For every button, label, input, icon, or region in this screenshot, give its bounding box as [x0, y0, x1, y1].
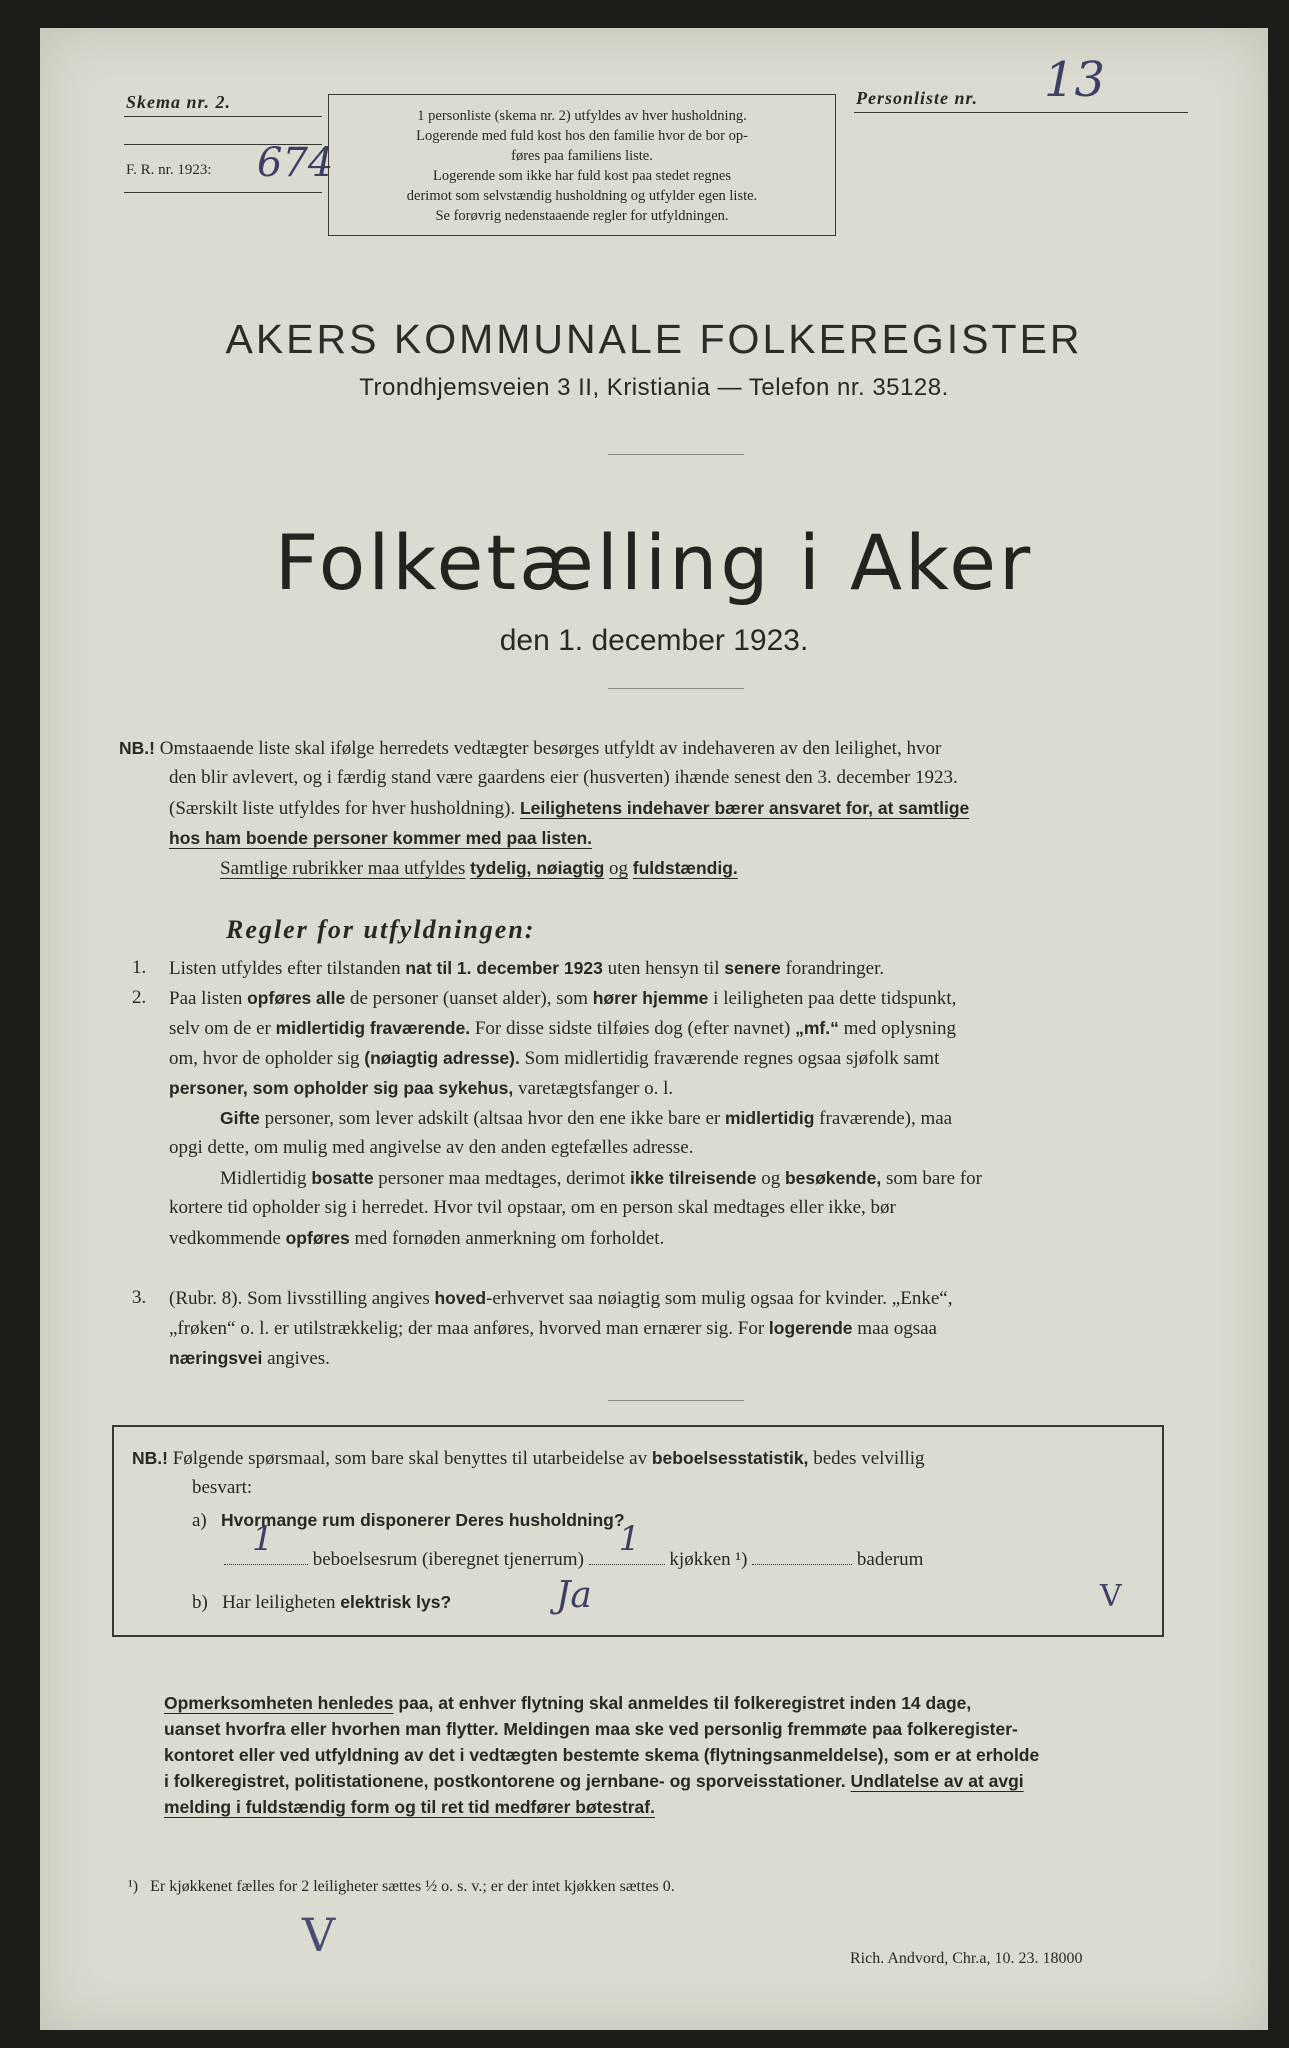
text-span: Omstaaende liste skal ifølge herredets vedtægter besørges utfyldt av indehaveren av den leilighet, hvor — [159, 738, 942, 759]
rule-line — [169, 953, 884, 984]
text-span: personer, som lever adskilt (altsaa hvor den ene ikke bare er — [264, 1108, 721, 1129]
instruction-line: Logerende som ikke har fuld kost paa stedet regnes — [433, 168, 731, 184]
text-span: (Særskilt liste utfyldes for hver husholdning). — [169, 798, 516, 819]
instruction-line: Logerende med fuld kost hos den familie hvor de bor op- — [416, 128, 748, 144]
instructions-box — [328, 94, 836, 236]
underlined-span: melding i fuldstændig form og til ret tid medfører bøtestraf. — [164, 1797, 655, 1817]
bold-span: logerende — [768, 1318, 853, 1338]
notice-line — [164, 1768, 1039, 1794]
rule-line — [169, 1073, 673, 1104]
personliste-rule — [854, 112, 1188, 113]
underlined-span: Samtlige rubrikker maa utfyldes — [220, 858, 466, 879]
printer-imprint: Rich. Andvord, Chr.a, 10. 23. 18000 — [850, 1950, 1083, 1967]
rule-line — [169, 1223, 664, 1254]
footnote-mark: ¹) — [128, 1878, 139, 1895]
question-letter: b) — [192, 1592, 208, 1613]
text-span: fraværende), maa — [819, 1108, 953, 1129]
rule-line: opgi dette, om mulig med angivelse av den anden egtefælles adresse. — [169, 1137, 694, 1158]
rooms-label: beboelsesrum (iberegnet tjenerrum) — [312, 1549, 584, 1570]
personliste-number-handwritten: 13 — [1044, 52, 1106, 108]
moving-notice — [164, 1690, 1039, 1820]
footnote — [128, 1878, 675, 1896]
kitchen-value-handwritten: 1 — [618, 1519, 641, 1559]
rule-number: 1. — [132, 957, 147, 978]
document-title: Folketælling i Aker — [274, 518, 1034, 607]
rule-line — [169, 1013, 956, 1044]
text-span: de personer (uanset alder), som — [350, 988, 588, 1009]
question-text: elektrisk lys? — [340, 1592, 452, 1612]
text-span: vedkommende — [169, 1228, 281, 1249]
rule-number: 2. — [132, 987, 147, 1008]
rooms-field[interactable] — [224, 1519, 308, 1565]
text-span: paa, at enhver flytning skal anmeldes til folkeregistret inden 14 dage, — [398, 1693, 972, 1713]
bold-span: næringsvei — [169, 1348, 263, 1368]
fr-rule — [124, 192, 322, 193]
underlined-span: Opmerksomheten henledes — [164, 1693, 394, 1713]
bold-span: hører hjemme — [592, 988, 709, 1008]
bath-field[interactable] — [752, 1546, 852, 1565]
bold-span: personer, som opholder sig paa sykehus, — [169, 1078, 514, 1098]
bold-span: hoved — [434, 1288, 487, 1308]
text-span: med fornøden anmerkning om forholdet. — [354, 1228, 665, 1249]
text-span: For disse sidste tilføies dog (efter navnet) — [474, 1018, 791, 1039]
rule-number: 3. — [132, 1287, 147, 1308]
nb-paragraph-line — [169, 823, 592, 854]
rule-line — [169, 1313, 937, 1344]
bold-span: opføres — [247, 988, 312, 1008]
kitchen-label: kjøkken ¹) — [669, 1549, 748, 1570]
instruction-line: Se forøvrig nedenstaaende regler for utfyldningen. — [435, 208, 729, 224]
nb-paragraph-line — [169, 793, 969, 824]
notice-line — [164, 1794, 1039, 1820]
nb2-line: besvart: — [192, 1477, 253, 1498]
notice-line — [164, 1690, 1039, 1716]
text-span: Følgende spørsmaal, som bare skal benyttes til utarbeidelse av — [172, 1448, 648, 1469]
rules-heading: Regler for utfyldningen: — [226, 915, 536, 944]
underlined-span: og — [609, 858, 629, 879]
separator — [608, 1400, 744, 1401]
organization-name: AKERS KOMMUNALE FOLKEREGISTER — [225, 316, 1083, 362]
nb-paragraph-line — [119, 733, 941, 764]
nb-label: NB.! — [132, 1448, 168, 1468]
skema-rule — [124, 116, 322, 117]
rule-line — [220, 1103, 952, 1134]
text-span: i folkeregistret, politistationene, postkontorene og jernbane- og sporveisstationer. — [164, 1771, 846, 1791]
kitchen-field[interactable] — [589, 1519, 665, 1565]
text-span: selv om de er — [169, 1018, 271, 1039]
text-span: (Rubr. 8). Som livsstilling angives — [169, 1288, 430, 1309]
check-mark: V — [1100, 1579, 1122, 1614]
rule-line — [220, 1163, 982, 1194]
text-span: „frøken“ o. l. er utilstrækkelig; der maa anføres, hvorved man ernærer sig. For — [169, 1318, 765, 1339]
bold-span: opføres — [285, 1228, 350, 1248]
notice-line: kontoret eller ved utfyldning av det i vedtægten bestemte skema (flytningsanmeldelse), som er at erholde — [164, 1745, 1040, 1765]
bold-span: ikke tilreisende — [629, 1168, 757, 1188]
bath-label: baderum — [856, 1549, 924, 1570]
text-span: uten hensyn til — [607, 958, 720, 979]
footnote-text: Er kjøkkenet fælles for 2 leiligheter sættes ½ o. s. v.; er der intet kjøkken sættes 0. — [150, 1878, 675, 1895]
bold-underlined-span: hos ham boende personer kommer med paa listen. — [169, 828, 593, 848]
instruction-line: derimot som selvstændig husholdning og utfylder egen liste. — [406, 188, 758, 204]
underlined-span: Undlatelse av at avgi — [850, 1771, 1024, 1791]
bold-span: (nøiagtig adresse). — [364, 1048, 520, 1068]
fr-number-handwritten: 674 — [257, 140, 334, 186]
separator — [608, 454, 744, 455]
bold-span: „mf.“ — [795, 1018, 839, 1038]
text-span: forandringer. — [785, 958, 885, 979]
text-span: personer maa medtages, derimot — [378, 1168, 626, 1189]
electric-answer-handwritten: Ja — [556, 1575, 592, 1616]
text-span: Har leiligheten — [222, 1592, 336, 1613]
bold-span: midlertidig fraværende. — [275, 1018, 471, 1038]
nb-label: NB.! — [119, 738, 155, 758]
nb-paragraph-line: den blir avlevert, og i færdig stand være gaardens eier (husverten) ihænde senest den 3. december 1923. — [169, 767, 958, 788]
text-span: som bare for — [885, 1168, 983, 1189]
rule-line — [169, 1043, 939, 1074]
question-text: Hvormange rum disponerer Deres husholdning? — [221, 1510, 625, 1530]
handwritten-check-mark: V — [302, 1908, 336, 1962]
text-span: om, hvor de opholder sig — [169, 1048, 360, 1069]
rule-line — [169, 1343, 330, 1374]
bold-span: alle — [316, 988, 346, 1008]
bold-span: senere — [724, 958, 781, 978]
text-span: bedes velvillig — [813, 1448, 925, 1469]
personliste-label: Personliste nr. — [856, 88, 979, 108]
notice-line: uanset hvorfra eller hvorhen man flytter. Meldingen maa ske ved personlig fremmøte paa folkeregister- — [164, 1719, 1018, 1739]
question-b — [192, 1587, 451, 1618]
instruction-line: 1 personliste (skema nr. 2) utfyldes av hver husholdning. — [417, 108, 747, 124]
rule-line — [169, 1283, 952, 1314]
instruction-line: føres paa familiens liste. — [511, 148, 653, 164]
housing-statistics-box — [112, 1425, 1164, 1637]
bold-span: beboelsesstatistik, — [651, 1448, 809, 1468]
text-span: angives. — [267, 1348, 330, 1369]
text-span: Midlertidig — [220, 1168, 307, 1189]
text-span: -erhvervet saa nøiagtig som mulig ogsaa for kvinder. „Enke“, — [486, 1288, 953, 1309]
text-span: med oplysning — [843, 1018, 957, 1039]
bold-span: bosatte — [311, 1168, 374, 1188]
separator — [608, 688, 744, 689]
bold-underlined-span: tydelig, nøiagtig — [470, 858, 605, 878]
organization-address: Trondhjemsveien 3 II, Kristiania — Telefon nr. 35128. — [359, 374, 949, 401]
skema-label: Skema nr. 2. — [126, 92, 232, 112]
text-span: Som midlertidig fraværende regnes ogsaa sjøfolk samt — [524, 1048, 940, 1069]
fr-label: F. R. nr. 1923: — [126, 162, 212, 178]
nb-paragraph-line — [220, 853, 738, 884]
text-span: maa ogsaa — [857, 1318, 937, 1339]
text-span: Listen utfyldes efter tilstanden — [169, 958, 401, 979]
text-span: varetægtsfanger o. l. — [518, 1078, 674, 1099]
rule-line — [169, 983, 956, 1014]
question-letter: a) — [192, 1510, 207, 1531]
bold-span: besøkende, — [784, 1168, 882, 1188]
bold-span: nat til 1. december 1923 — [405, 958, 603, 978]
census-form-page — [40, 28, 1268, 2030]
bold-underlined-span: Leilighetens indehaver bærer ansvaret for, at samtlige — [519, 798, 970, 818]
text-span: i leiligheten paa dette tidspunkt, — [713, 988, 957, 1009]
bold-span: midlertidig — [724, 1108, 815, 1128]
rule-line: kortere tid opholder sig i herredet. Hvor tvil opstaar, om en person skal medtages eller ikke, bør — [169, 1197, 896, 1218]
text-span: og — [761, 1168, 781, 1189]
rooms-value-handwritten: 1 — [252, 1519, 274, 1559]
bold-underlined-span: fuldstændig. — [632, 858, 738, 878]
text-span: Paa listen — [169, 988, 243, 1009]
census-date: den 1. december 1923. — [499, 624, 809, 657]
nb2-line — [132, 1443, 925, 1474]
bold-span: Gifte — [220, 1108, 260, 1128]
